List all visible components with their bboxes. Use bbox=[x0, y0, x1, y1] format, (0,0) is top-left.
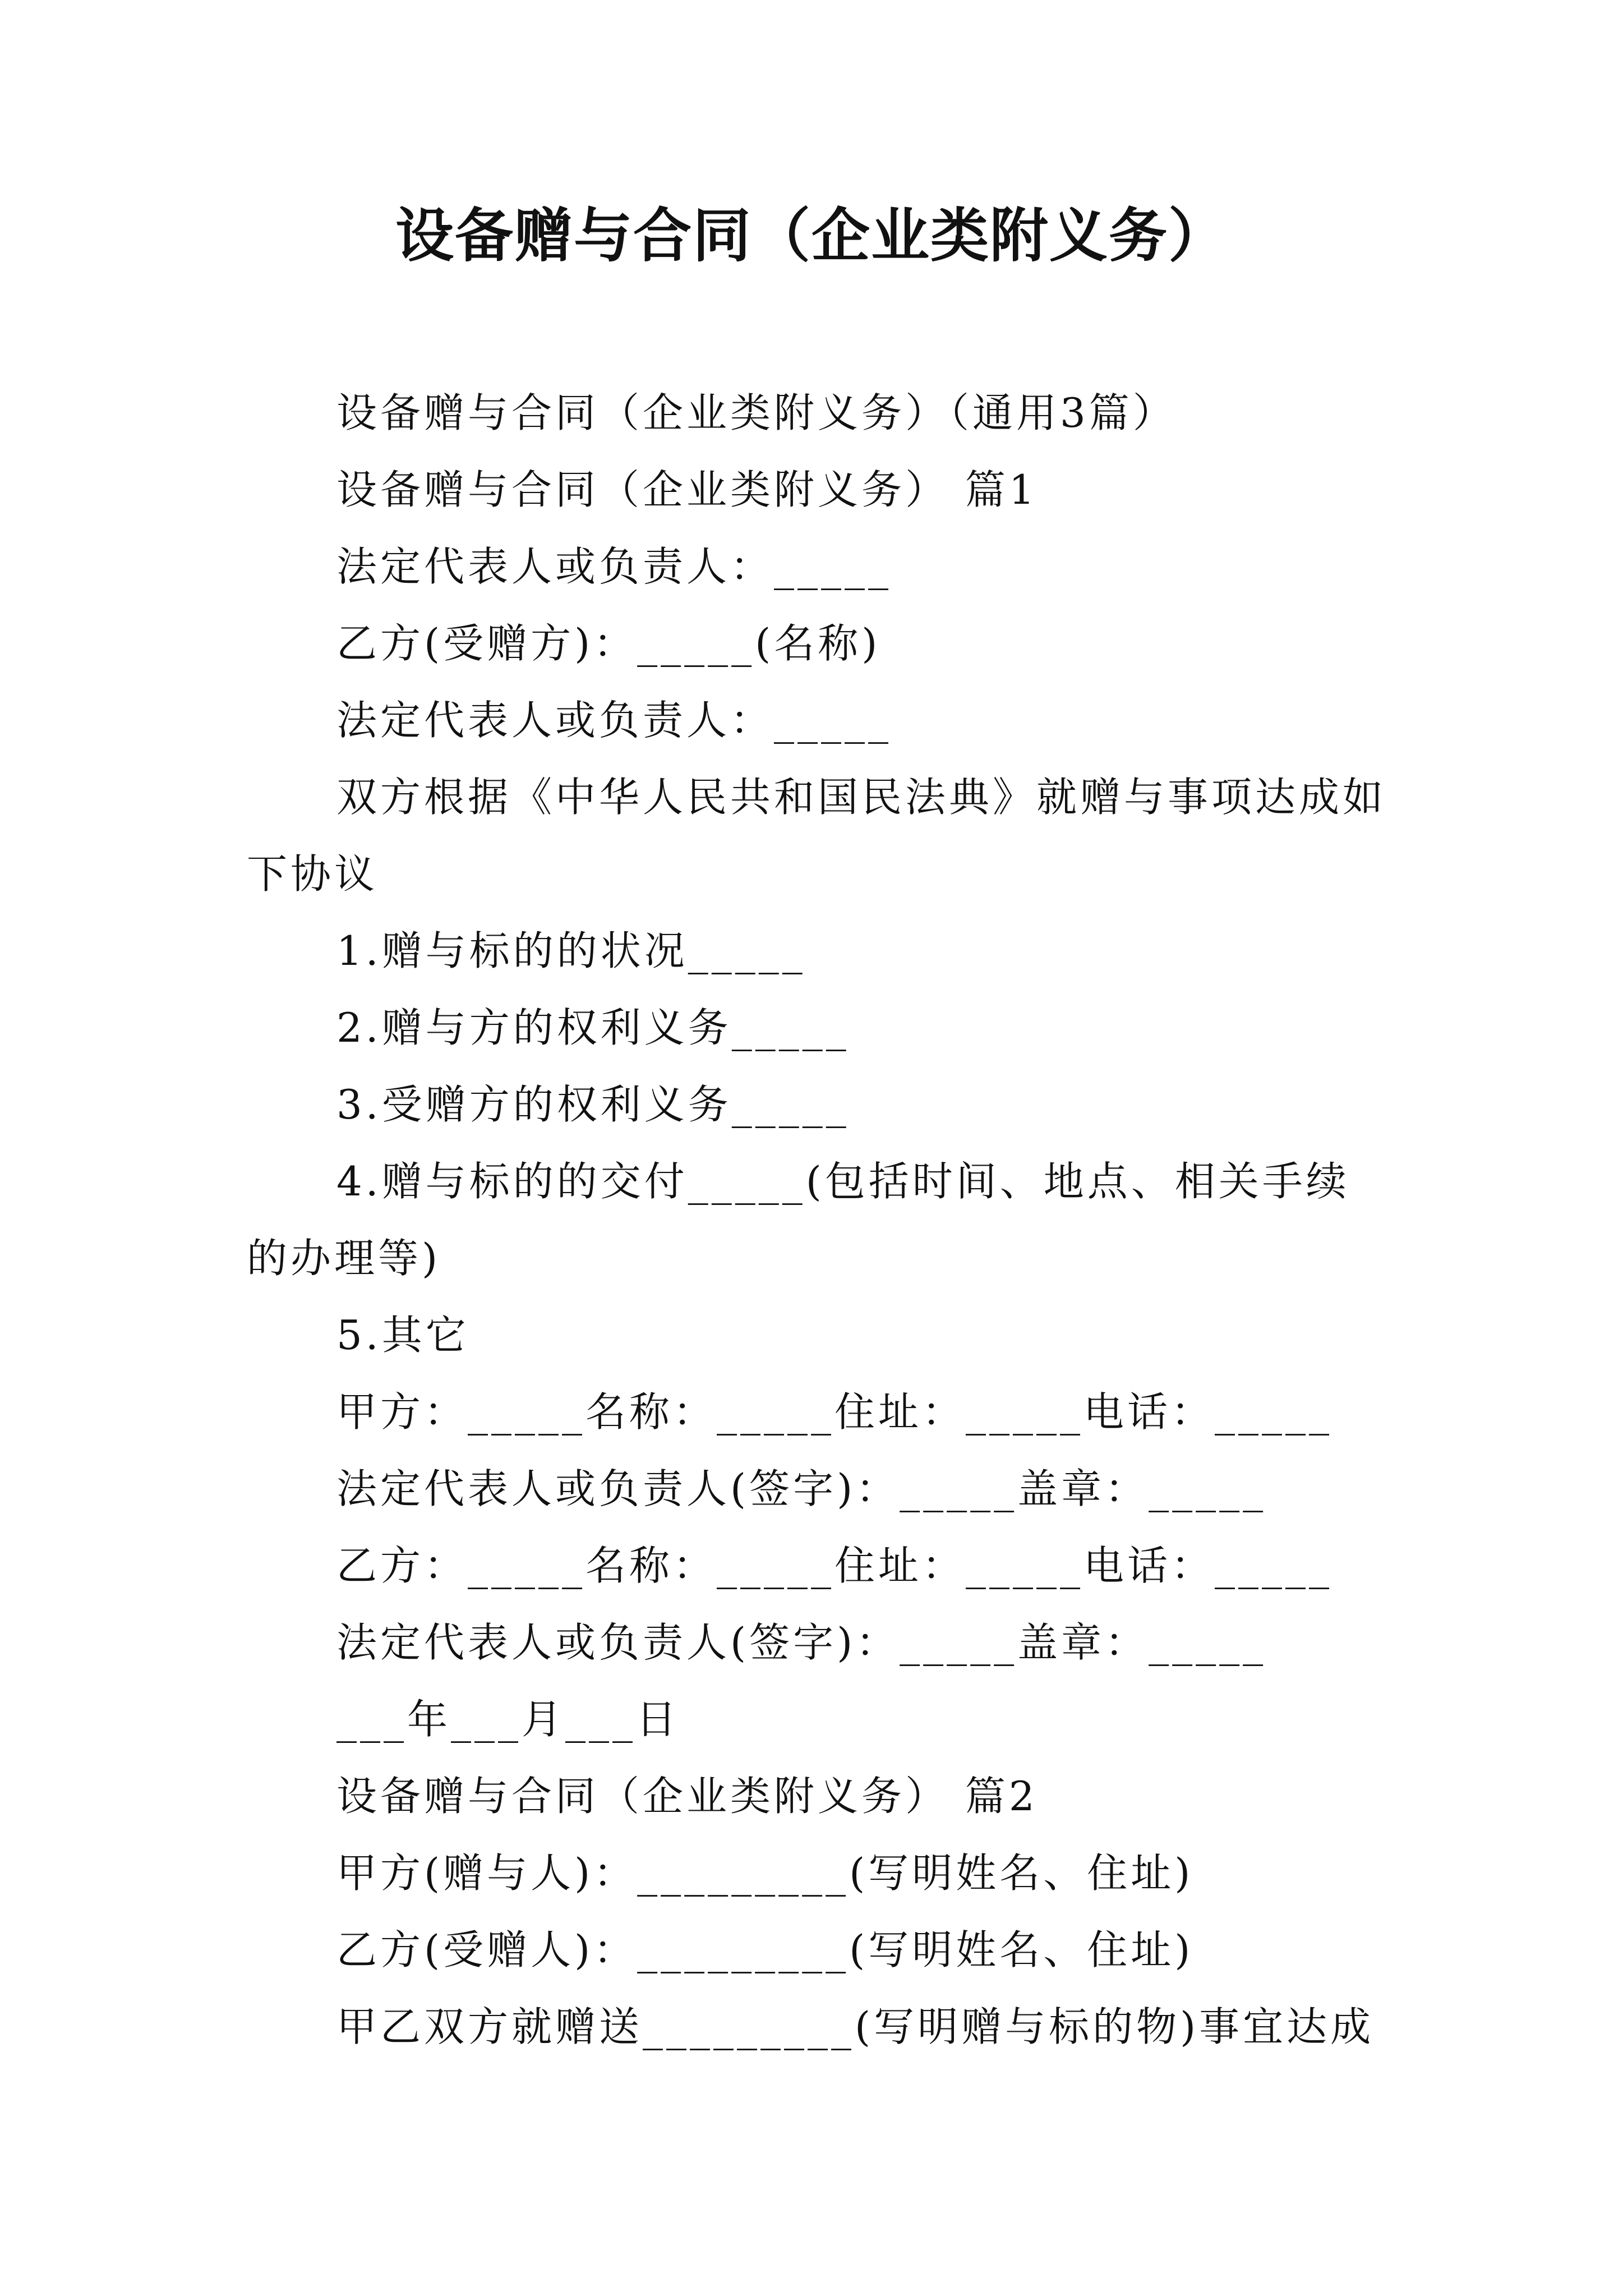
paragraph: 设备赠与合同（企业类附义务）（通用3篇） bbox=[336, 389, 1177, 436]
paragraph: 双方根据《中华人民共和国民法典》就赠与事项达成如下协议 bbox=[247, 774, 1387, 898]
paragraph: 法定代表人或负责人(签字)：_____盖章：_____ bbox=[336, 1619, 1267, 1666]
paragraph: 设备赠与合同（企业类附义务） 篇1 bbox=[336, 466, 1038, 513]
paragraph: 4.赠与标的的交付_____(包括时间、地点、相关手续的办理等) bbox=[247, 1158, 1350, 1282]
paragraph: 法定代表人或负责人(签字)：_____盖章：_____ bbox=[336, 1465, 1267, 1512]
paragraph: 设备赠与合同（企业类附义务） 篇2 bbox=[336, 1773, 1038, 1820]
document-title: 设备赠与合同（企业类附义务） bbox=[395, 201, 1228, 270]
paragraph: 2.赠与方的权利义务_____ bbox=[336, 1004, 850, 1051]
paragraph: 法定代表人或负责人：_____ bbox=[336, 543, 892, 590]
paragraph: 法定代表人或负责人：_____ bbox=[336, 697, 892, 744]
paragraph: ___年___月___日 bbox=[336, 1696, 680, 1743]
paragraph: 5.其它 bbox=[336, 1312, 469, 1359]
document-body bbox=[247, 375, 1388, 2065]
paragraph: 乙方(受赠方)：_____(名称) bbox=[336, 620, 881, 667]
paragraph: 乙方：_____名称：_____住址：_____电话：_____ bbox=[336, 1542, 1333, 1589]
paragraph: 3.受赠方的权利义务_____ bbox=[336, 1081, 850, 1128]
paragraph: 乙方(受赠人)：_________(写明姓名、住址) bbox=[336, 1926, 1194, 1973]
paragraph: 甲方(赠与人)：_________(写明姓名、住址) bbox=[336, 1849, 1194, 1897]
paragraph: 甲乙双方就赠送_________(写明赠与标的物)事宜达成 bbox=[336, 2003, 1375, 2050]
paragraph: 1.赠与标的的状况_____ bbox=[336, 927, 806, 974]
paragraph: 甲方：_____名称：_____住址：_____电话：_____ bbox=[336, 1388, 1333, 1435]
